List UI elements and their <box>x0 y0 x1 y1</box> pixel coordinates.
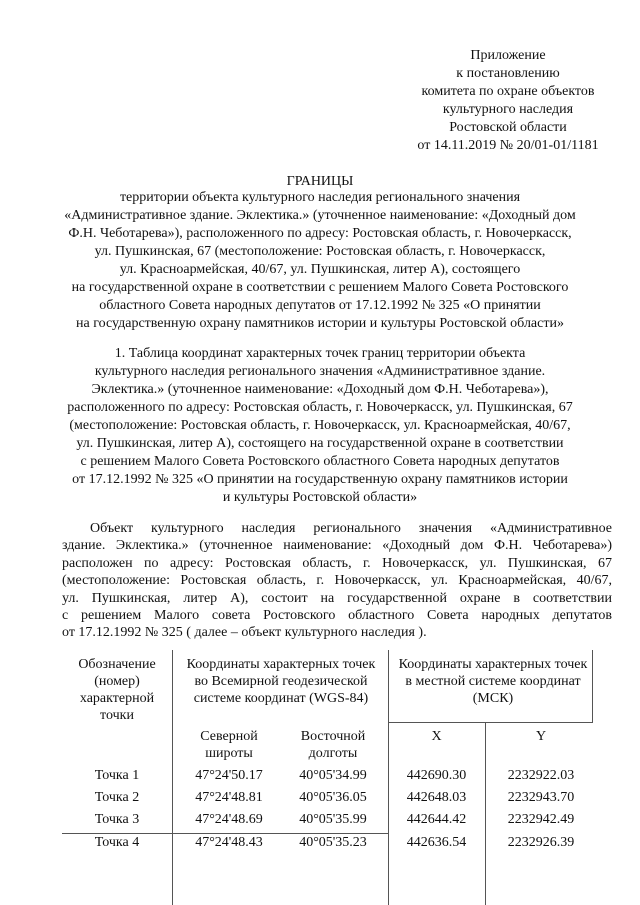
paragraph-line: (местоположение: Ростовская область, г. Новочеркасск, ул. Красноармейская, 40/67, <box>62 573 612 589</box>
cell-y: 2232943.70 <box>507 790 575 805</box>
appendix-line: Ростовской области <box>449 120 567 135</box>
body-paragraph <box>62 520 612 642</box>
cell-x: 442636.54 <box>406 835 467 850</box>
header-text: Восточной <box>300 729 366 744</box>
cell-x: 442644.42 <box>406 812 467 827</box>
header-text: Координаты характерных точек <box>186 657 376 672</box>
cell-point: Точка 3 <box>94 812 140 827</box>
header-text: в местной системе координат <box>405 674 581 689</box>
header-msk <box>390 656 596 707</box>
section-line: ул. Пушкинская, литер А), состоящего на государственной охране в соответствии <box>76 436 564 451</box>
header-text: Северной <box>200 729 258 744</box>
header-point-id <box>62 656 172 724</box>
cell-lon: 40°05'35.99 <box>299 812 367 827</box>
cell-point: Точка 1 <box>94 768 140 783</box>
description-line: областного Совета народных депутатов от 17.12.1992 № 325 «О принятии <box>99 298 541 313</box>
header-text: Обозначение <box>78 657 156 672</box>
appendix-line: от 14.11.2019 № 20/01-01/1181 <box>417 138 599 153</box>
cell-lon: 40°05'34.99 <box>299 768 367 783</box>
paragraph-line: ул. Пушкинская, литер А), состоит на государственной охране в соответствии <box>62 590 612 606</box>
paragraph-line: Объект культурного наследия регионального значения «Административное <box>90 521 612 536</box>
header-wgs84 <box>174 656 388 707</box>
cell-lat: 47°24'50.17 <box>195 768 263 783</box>
cell-y: 2232942.49 <box>507 812 575 827</box>
description-line: «Административное здание. Эклектика.» (уточненное наименование: «Доходный дом <box>64 208 576 223</box>
cell-point: Точка 4 <box>94 835 140 850</box>
section-line: 1. Таблица координат характерных точек границ территории объекта <box>114 346 526 361</box>
coordinates-table <box>62 650 612 905</box>
header-text: (номер) <box>94 674 140 689</box>
description-line: ул. Пушкинская, 67 (местоположение: Ростовская область, г. Новочеркасск, <box>94 244 546 259</box>
description-line: на государственной охране в соответствии с решением Малого Совета Ростовского <box>71 280 569 295</box>
description-line: ул. Красноармейская, 40/67, ул. Пушкинская, литер А), состоящего <box>119 262 521 277</box>
section-line: (местоположение: Ростовская область, г. Новочеркасск, ул. Красноармейская, 40/67, <box>69 418 571 433</box>
header-text: широты <box>205 746 253 761</box>
cell-lat: 47°24'48.81 <box>195 790 263 805</box>
cell-point: Точка 2 <box>94 790 140 805</box>
subheader-y: Y <box>535 729 547 744</box>
header-text: системе координат (WGS-84) <box>193 691 369 706</box>
paragraph-line: с решением Малого совета Ростовского областного Совета народных депутатов <box>62 608 612 624</box>
cell-y: 2232922.03 <box>507 768 575 783</box>
subheader-east <box>278 728 388 762</box>
document-title: ГРАНИЦЫ <box>286 174 354 189</box>
appendix-line: к постановлению <box>456 66 560 81</box>
section-line: расположенного по адресу: Ростовская область, г. Новочеркасск, ул. Пушкинская, 67 <box>67 400 573 415</box>
cell-lat: 47°24'48.69 <box>195 812 263 827</box>
cell-x: 442690.30 <box>406 768 467 783</box>
title-description <box>30 189 610 333</box>
header-text: точки <box>100 708 134 723</box>
header-text: Координаты характерных точек <box>398 657 588 672</box>
section-heading <box>30 345 610 507</box>
subheader-x: X <box>431 729 442 744</box>
paragraph-line: от 17.12.1992 № 325 ( далее – объект культурного наследия ). <box>62 625 427 641</box>
header-text: во Всемирной геодезической <box>194 674 368 689</box>
appendix-line: культурного наследия <box>442 102 574 117</box>
appendix-block <box>386 47 630 155</box>
appendix-line: комитета по охране объектов <box>421 84 595 99</box>
header-text: (МСК) <box>472 691 514 706</box>
table-rule <box>388 722 593 723</box>
header-text: характерной <box>79 691 155 706</box>
description-line: Ф.Н. Чеботарева»), расположенного по адресу: Ростовская область, г. Новочеркасск, <box>68 226 572 241</box>
section-line: Эклектика.» (уточненное наименование: «Доходный дом Ф.Н. Чеботарева»), <box>91 382 549 397</box>
description-line: на государственную охрану памятников истории и культуры Ростовской области» <box>76 316 564 331</box>
subheader-north <box>174 728 284 762</box>
table-rule <box>172 650 173 905</box>
cell-y: 2232926.39 <box>507 835 575 850</box>
appendix-line: Приложение <box>470 48 546 63</box>
cell-x: 442648.03 <box>406 790 467 805</box>
paragraph-line: здание. Эклектика.» (уточненное наименование: «Доходный дом Ф.Н. Чеботарева») <box>62 538 612 554</box>
paragraph-line: расположен по адресу: Ростовская область, г. Новочеркасск, ул. Пушкинская, 67 <box>62 555 612 571</box>
section-line: с решением Малого Совета Ростовского областного Совета народных депутатов <box>80 454 560 469</box>
cell-lon: 40°05'35.23 <box>299 835 367 850</box>
section-line: от 17.12.1992 № 325 «О принятии на государственную охрану памятников истории <box>72 472 568 487</box>
description-line: территории объекта культурного наследия регионального значения <box>119 190 521 205</box>
cell-lat: 47°24'48.43 <box>195 835 263 850</box>
cell-lon: 40°05'36.05 <box>299 790 367 805</box>
header-text: долготы <box>308 746 358 761</box>
section-line: культурного наследия регионального значения «Административное здание. <box>94 364 546 379</box>
section-line: и культуры Ростовской области» <box>222 490 418 505</box>
